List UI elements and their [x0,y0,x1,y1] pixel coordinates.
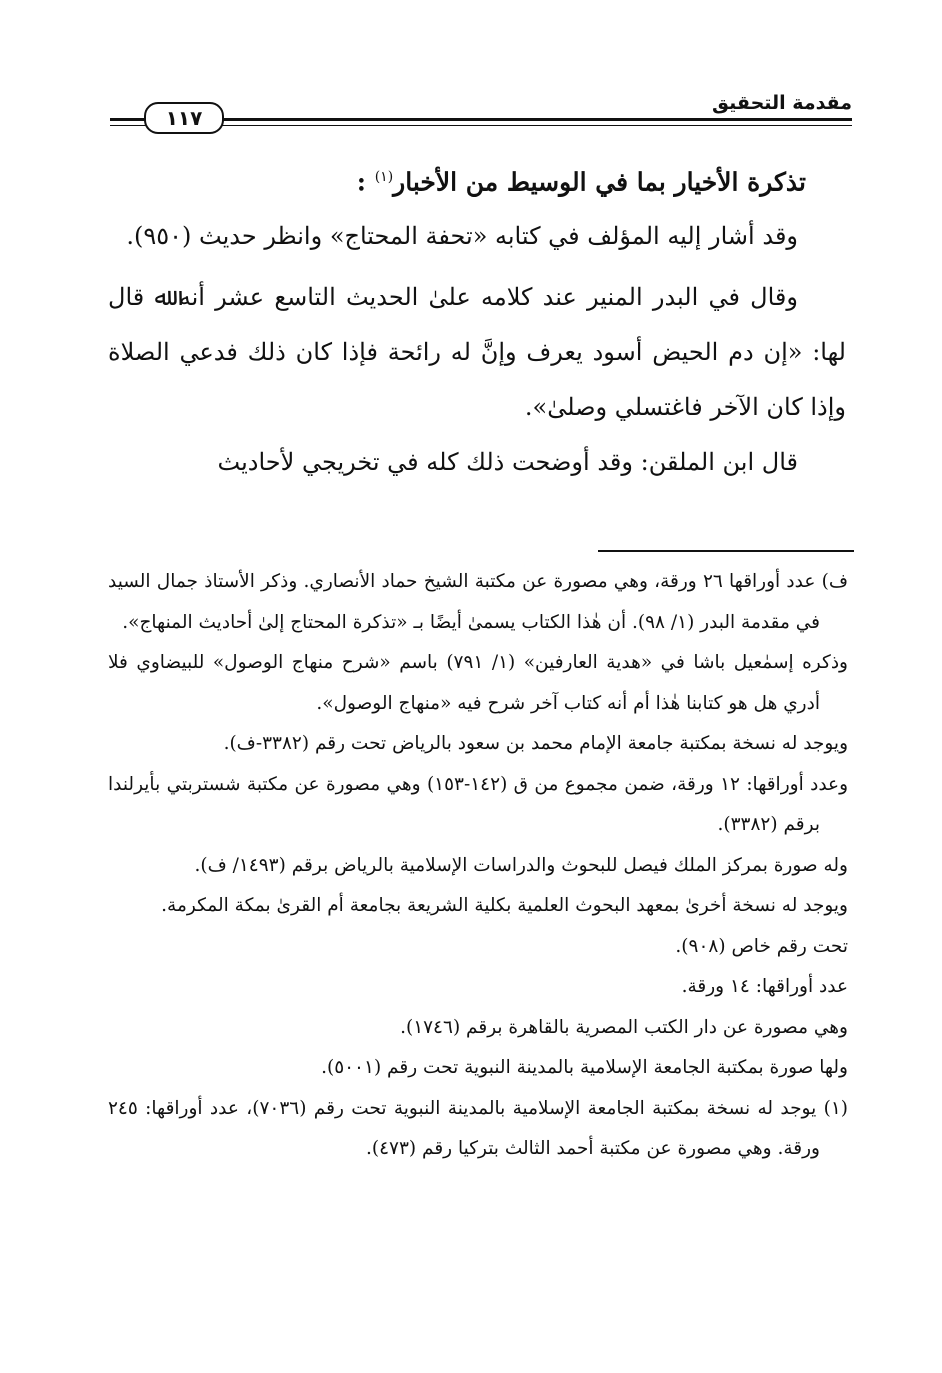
footnote-line: ف) عدد أوراقها ٢٦ ورقة، وهي مصورة عن مكتبة الشيخ حماد الأنصاري. وذكر الأستاذ جمال السيد في مقدمة البدر (١/ ٩٨). أن هٰذا الكتاب يسمىٰ أيضًا بـ «تذكرة المحتاج إلىٰ أحاديث المنهاج». [108,571,848,633]
footnote-line: وهي مصورة عن دار الكتب المصرية بالقاهرة برقم (١٧٤٦). [400,1016,848,1038]
page-number: ١١٧ [144,102,224,134]
footnote-line: ويوجد له نسخة بمكتبة جامعة الإمام محمد بن سعود بالرياض تحت رقم (٣٣٨٢-ف). [223,733,848,754]
footnote-line: وذكره إسمٰعيل باشا في «هدية العارفين» (١/ ٧٩١) باسم «شرح منهاج الوصول» للبيضاوي فلا أدري هل هو كتابنا هٰذا أم أنه كتاب آخر شرح فيه «منهاج الوصول». [108,652,848,714]
footnote-line: وعدد أوراقها: ١٢ ورقة، ضمن مجموع من ق (١٤٢-١٥٣) وهي مصورة عن مكتبة شستربتي بأيرلندا برقم (٣٣٨٢). [108,773,848,835]
paragraph-1: وقد أشار إليه المؤلف في كتابه «تحفة المحتاج» وانظر حديث (٩٥٠). [126,222,798,251]
footnote-separator [598,550,854,552]
page-header [110,92,852,132]
running-header-title: مقدمة التحقيق [712,92,852,114]
section-heading-colon: : [356,167,375,197]
footnote-1: (١) يوجد له نسخة بمكتبة الجامعة الإسلامية بالمدينة النبوية تحت رقم (٧٠٣٦)، عدد أوراقها: ٢٤٥ ورقة. وهي مصورة عن مكتبة أحمد الثالث بتركيا رقم (٤٧٣). [108,1097,848,1159]
section-heading [108,150,846,209]
footnote-line: ويوجد له نسخة أخرىٰ بمعهد البحوث العلمية بكلية الشريعة بجامعة أم القرىٰ بمكة المكرمة. [161,895,848,916]
main-text [108,150,846,490]
footnote-line: ولها صورة بمكتبة الجامعة الإسلامية بالمدينة النبوية تحت رقم (٥٠٠١). [321,1057,848,1078]
footnote-line: عدد أوراقها: ١٤ ورقة. [681,976,848,997]
footnote-marker: (١) [374,169,394,185]
paragraph-2: وقال في البدر المنير عند كلامه علىٰ الحديث التاسع عشر أنه ﷲ قال لها: «إن دم الحيض أسود يعرف وإنَّ له رائحة فإذا كان ذلك فدعي الصلاة وإذا كان الآخر فاغتسلي وصلىٰ». [108,283,846,422]
footnote-line: وله صورة بمركز الملك فيصل للبحوث والدراسات الإسلامية بالرياض برقم (١٤٩٣/ ف). [194,854,848,876]
section-heading-text: تذكرة الأخيار بما في الوسيط من الأخبار [393,167,806,197]
paragraph-3: قال ابن الملقن: وقد أوضحت ذلك كله في تخريجي لأحاديث [217,448,798,477]
footnote-line: تحت رقم خاص (٩٠٨). [675,935,848,957]
footnotes [108,562,848,1170]
